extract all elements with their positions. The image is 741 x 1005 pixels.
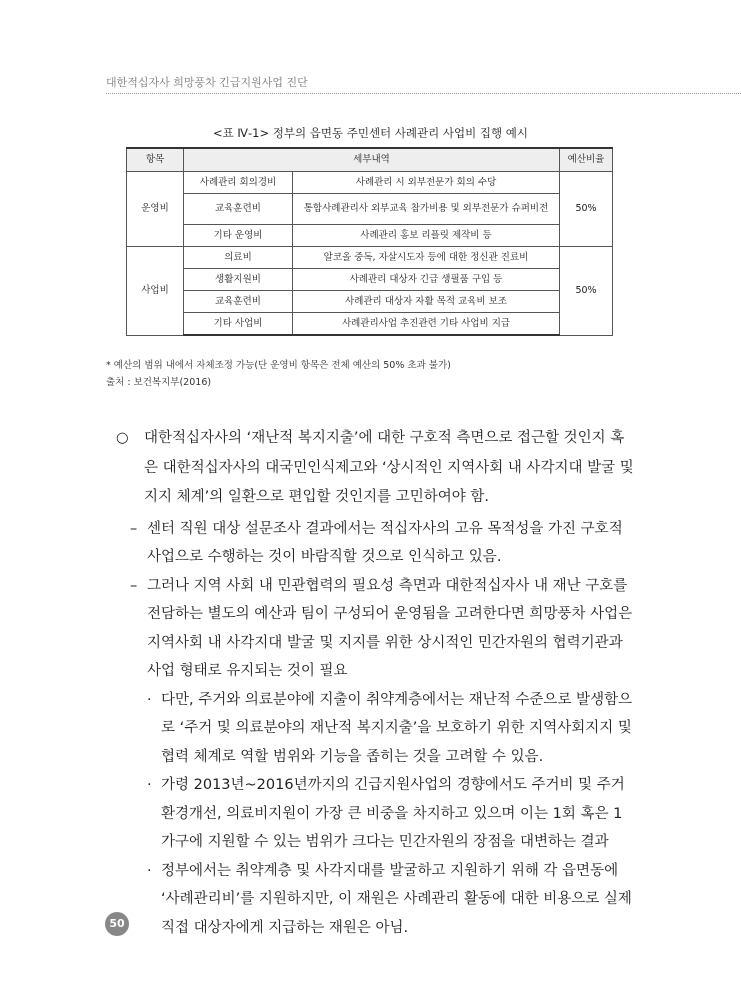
paragraph-circle	[116, 424, 636, 513]
page-number: 50	[105, 912, 129, 936]
table-footnote: * 예산의 범위 내에서 자체조정 가능(단 운영비 항목은 전체 예산의 50% 초과 불가)	[106, 360, 451, 371]
detail-cell: 알코올 중독, 자살시도자 등에 대한 정신관 진료비	[293, 247, 560, 269]
header-rule	[106, 93, 741, 94]
paragraph-dash	[116, 572, 636, 686]
subitem-cell: 기타 사업비	[184, 313, 293, 336]
budget-cell: 50%	[560, 172, 613, 247]
dot-bullet: ·	[147, 862, 152, 879]
table-row	[127, 247, 613, 269]
paragraph-dot	[116, 857, 636, 943]
detail-cell: 사례관리 대상자 자활 목적 교육비 보조	[293, 291, 560, 313]
table-row	[127, 225, 613, 247]
column-header-detail: 세부내역	[184, 148, 560, 172]
dash-bullet: –	[130, 520, 138, 537]
paragraph-text: 그러나 지역 사회 내 민관협력의 필요성 측면과 대한적십자사 내 재난 구호를 전담하는 별도의 예산과 팀이 구성되어 운영됨을 고려한다면 희망풍차 사업은 지역사회 내 사각지대 발굴 및 지지를 위한 상시적인 민간자원의 협력기관과 사업 형태로 유지되는 것이 필요	[147, 577, 633, 679]
table-row	[127, 269, 613, 291]
table-row	[127, 172, 613, 194]
paragraph-text: 다만, 주거와 의료분야에 지출이 취약계층에서는 재난적 수준으로 발생함으로 ‘주거 및 의료분야의 재난적 복지지출’을 보호하기 위한 지역사회지지 및 협력 체계로 역할 범위와 기능을 좁히는 것을 고려할 수 있음.	[161, 691, 633, 765]
subitem-cell: 의료비	[184, 247, 293, 269]
table-row	[127, 313, 613, 336]
subitem-cell: 사례관리 회의경비	[184, 172, 293, 194]
running-header: 대한적십자사 희망풍차 긴급지원사업 진단	[106, 76, 308, 89]
category-cell: 운영비	[127, 172, 184, 247]
subitem-cell: 기타 운영비	[184, 225, 293, 247]
detail-cell: 사례관리 홍보 리플릿 제작비 등	[293, 225, 560, 247]
paragraph-dash	[116, 515, 636, 572]
dot-bullet: ·	[147, 691, 152, 708]
category-cell: 사업비	[127, 247, 184, 336]
detail-cell: 사례관리 대상자 긴급 생필품 구입 등	[293, 269, 560, 291]
paragraph-text: 대한적십자사의 ‘재난적 복지지출’에 대한 구호적 측면으로 접근할 것인지 혹은 대한적십자사의 대국민인식제고와 ‘상시적인 지역사회 내 사각지대 발굴 및 지지 체계’의 일환으로 편입할 것인지를 고민하여야 함.	[144, 430, 634, 505]
paragraph-text: 가령 2013년~2016년까지의 긴급지원사업의 경향에서도 주거비 및 주거환경개선, 의료비지원이 가장 큰 비중을 차지하고 있으며 이는 1회 혹은 1가구에 지원할 수 있는 범위가 크다는 민간자원의 장점을 대변하는 결과	[161, 777, 625, 850]
table-row	[127, 291, 613, 313]
paragraph-text: 센터 직원 대상 설문조사 결과에서는 적십자사의 고유 목적성을 가진 구호적 사업으로 수행하는 것이 바람직할 것으로 인식하고 있음.	[147, 520, 623, 565]
subitem-cell: 생활지원비	[184, 269, 293, 291]
table-source: 출처 : 보건복지부(2016)	[106, 377, 212, 388]
paragraph-text: 정부에서는 취약계층 및 사각지대를 발굴하고 지원하기 위해 각 읍면동에 ‘사례관리비’를 지원하지만, 이 재원은 사례관리 활동에 대한 비용으로 실제 직접 대상자에게 지급하는 재원은 아님.	[161, 862, 632, 936]
subitem-cell: 교육훈련비	[184, 194, 293, 225]
dash-bullet: –	[130, 577, 138, 594]
paragraph-dot	[116, 771, 636, 857]
column-header-budget: 예산비율	[560, 148, 613, 172]
budget-table	[126, 147, 613, 336]
dot-bullet: ·	[147, 777, 152, 793]
detail-cell: 통합사례관리사 외부교육 참가비용 및 외부전문가 슈퍼비전	[293, 194, 560, 225]
column-header-category: 항목	[127, 148, 184, 172]
subitem-cell: 교육훈련비	[184, 291, 293, 313]
table-row	[127, 194, 613, 225]
body-text	[116, 424, 636, 942]
detail-cell: 사례관리 시 외부전문가 회의 수당	[293, 172, 560, 194]
table-caption: <표 Ⅳ-1> 정부의 읍면동 주민센터 사례관리 사업비 집행 예시	[213, 126, 528, 140]
detail-cell: 사례관리사업 추진관련 기타 사업비 지급	[293, 313, 560, 336]
budget-cell: 50%	[560, 247, 613, 336]
paragraph-dot	[116, 686, 636, 772]
table-header-row	[127, 148, 613, 172]
circle-bullet: ○	[116, 430, 129, 446]
